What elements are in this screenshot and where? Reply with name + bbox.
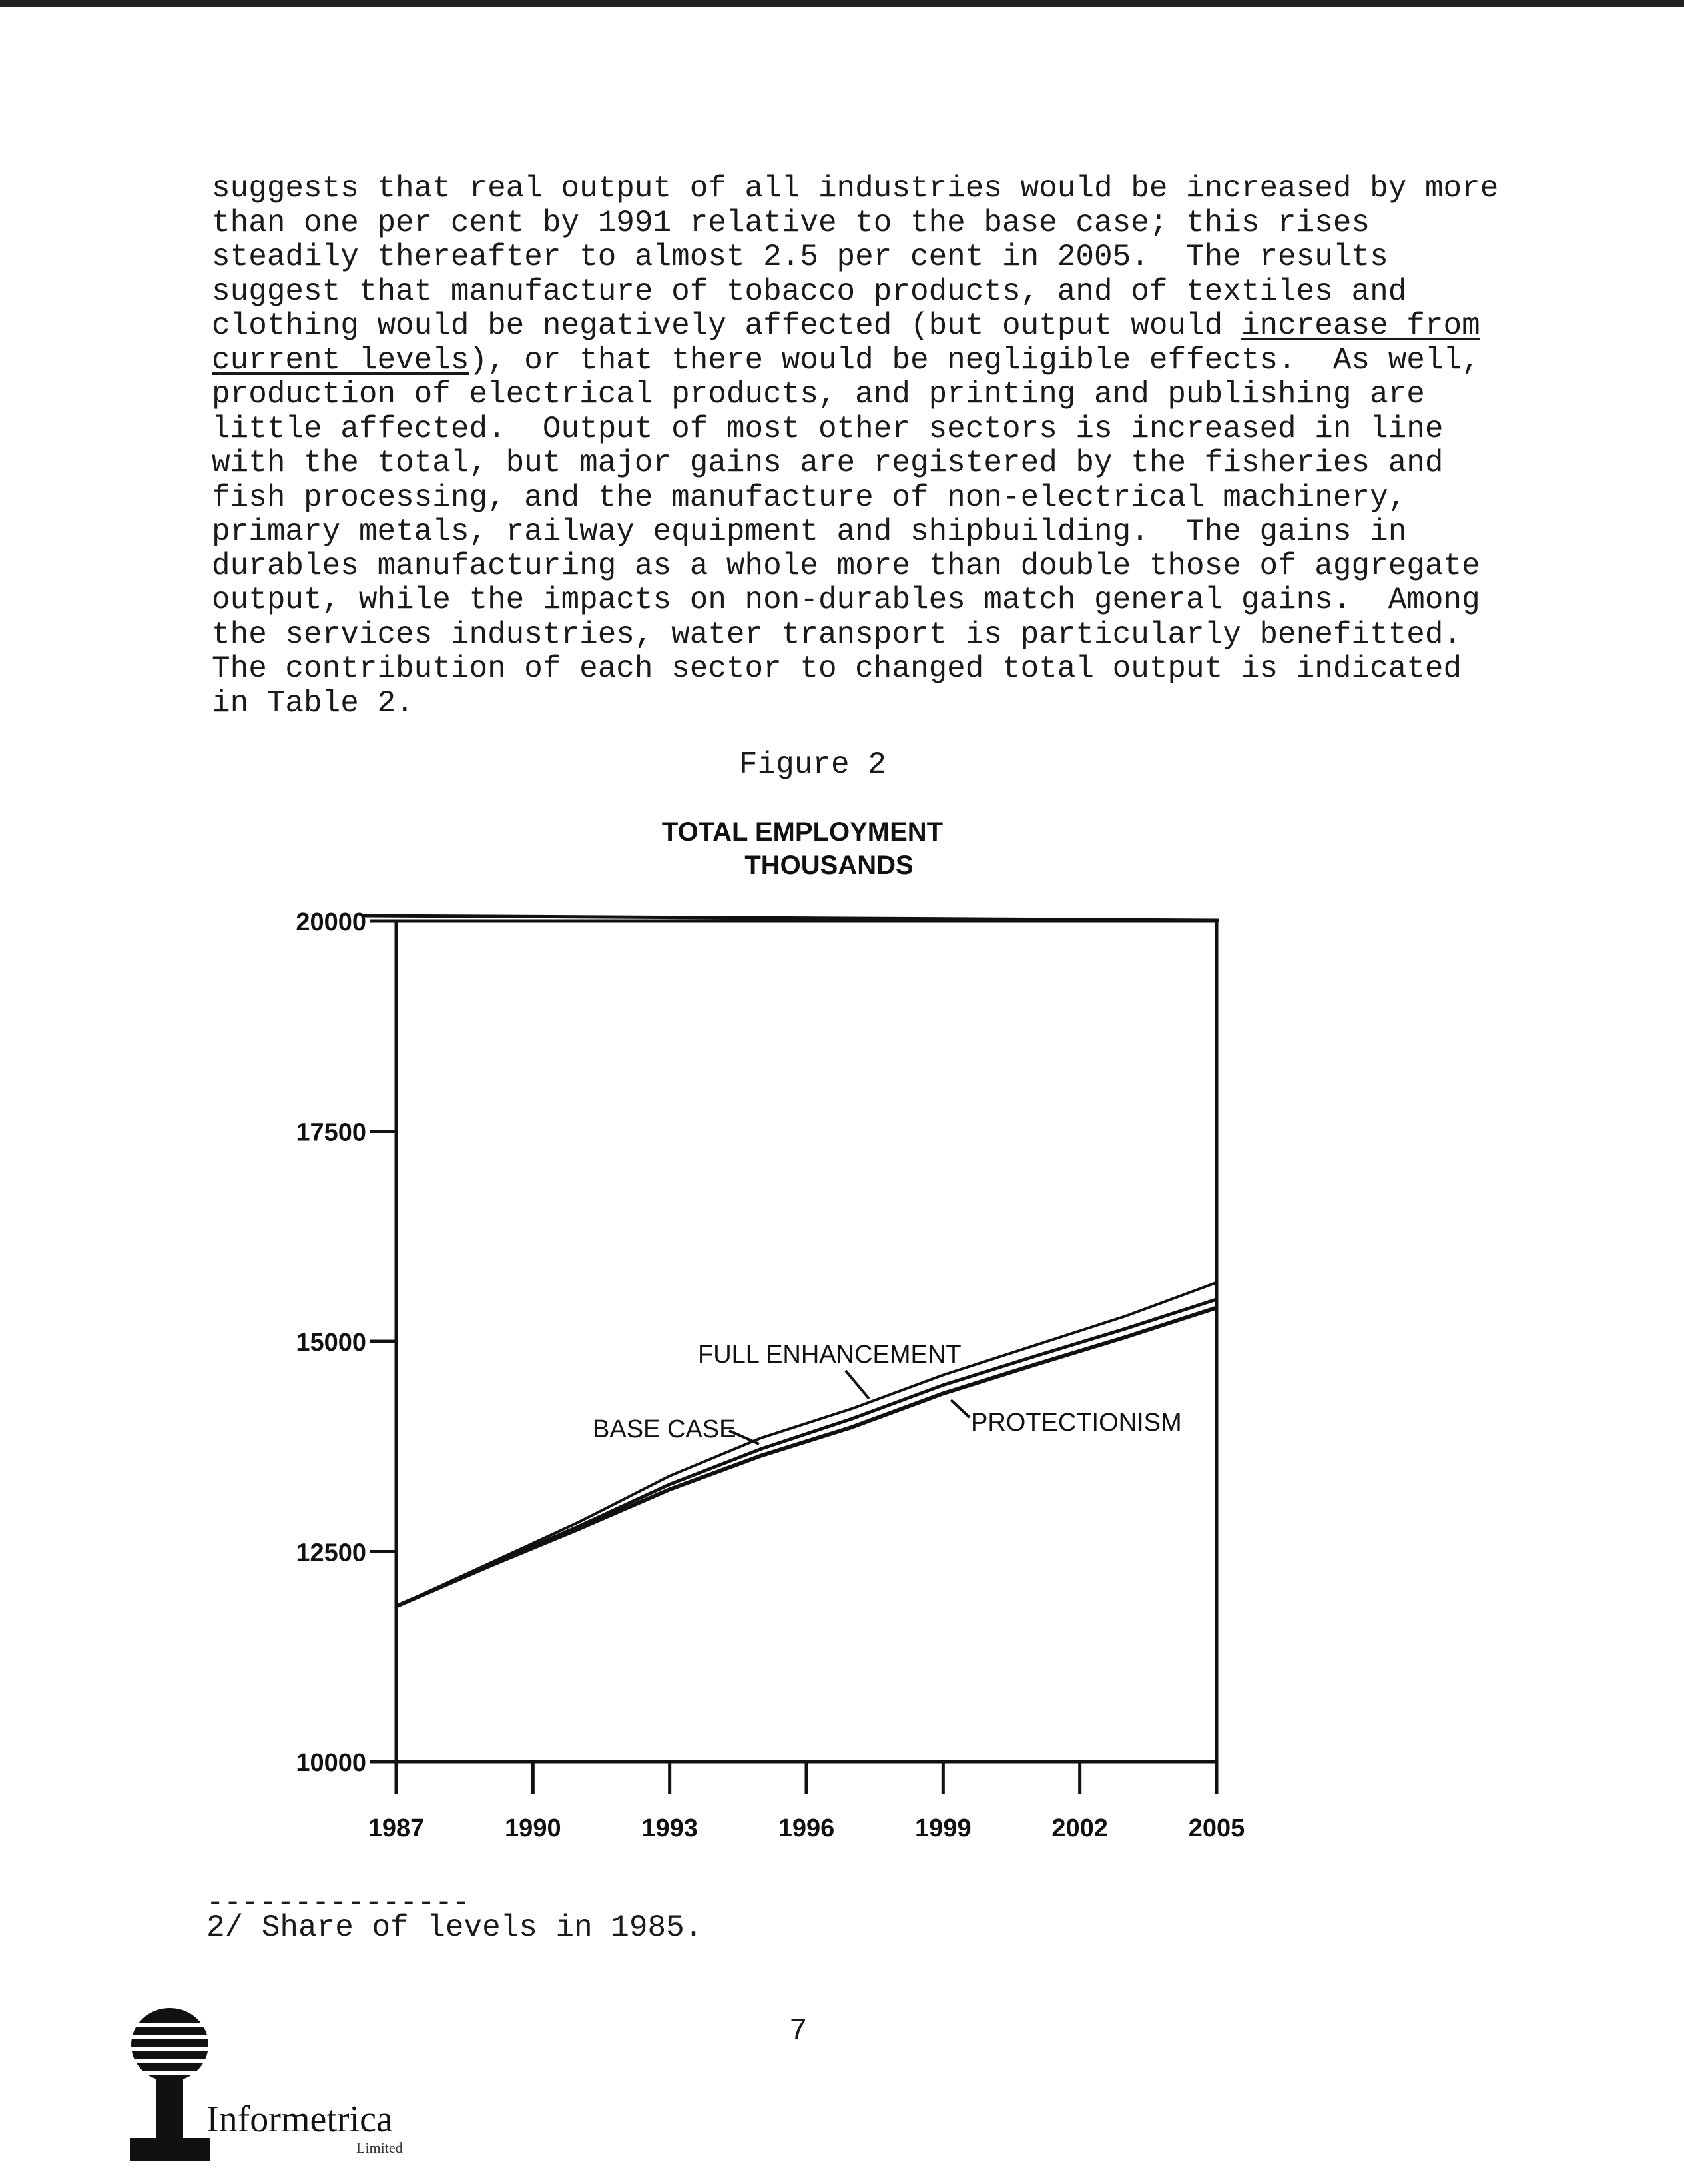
logo-subtitle: Limited [356, 2139, 403, 2156]
x-tick-label: 2002 [1051, 1814, 1108, 1842]
text-line: with the total, but major gains are registered by the fisheries and [212, 446, 1444, 480]
y-tick-label: 10000 [296, 1749, 366, 1777]
text-line: The contribution of each sector to changed total output is indicated [212, 651, 1462, 686]
text-line: suggest that manufacture of tobacco products, and of textiles and [212, 274, 1407, 309]
page-number: 7 [789, 2014, 808, 2049]
annotation-protectionism: PROTECTIONISM [971, 1409, 1182, 1437]
x-tick-label: 1999 [915, 1814, 972, 1842]
text-line: ), or that there would be negligible effects. As well, [469, 342, 1480, 378]
x-tick-label: 1996 [778, 1814, 835, 1842]
x-tick-label: 1990 [505, 1814, 561, 1842]
text-line: in Table 2. [212, 685, 414, 721]
underlined-phrase: increase from [1241, 308, 1480, 343]
text-line: steadily thereafter to almost 2.5 per cent in 2005. The results [212, 240, 1388, 274]
text-line: the services industries, water transport is particularly benefitted. [212, 617, 1462, 652]
series-annotations [593, 1341, 1182, 1444]
annotation-full-enhancement: FULL ENHANCEMENT [698, 1341, 962, 1369]
footnote-text: 2/ Share of levels in 1985. [206, 1910, 703, 1945]
y-tick-label: 15000 [296, 1329, 366, 1357]
text-line: production of electrical products, and printing and publishing are [212, 377, 1425, 412]
text-line: durables manufacturing as a whole more than double those of aggregate [212, 548, 1480, 583]
annotation-base-case: BASE CASE [593, 1415, 736, 1443]
text-line: primary metals, railway equipment and shipbuilding. The gains in [212, 514, 1407, 549]
x-axis [368, 1762, 1245, 1842]
text-line: clothing would be negatively affected (but output would [212, 308, 1241, 343]
x-tick-label: 1987 [368, 1814, 425, 1842]
chart-subtitle: THOUSANDS [744, 851, 914, 880]
annotation-arrow [951, 1400, 970, 1417]
series-lines [396, 1283, 1217, 1607]
y-tick-label: 12500 [296, 1539, 366, 1567]
chart-title: TOTAL EMPLOYMENT [661, 817, 944, 847]
x-tick-label: 1993 [641, 1814, 698, 1842]
figure-caption: Figure 2 [739, 747, 886, 782]
text-line: output, while the impacts on non-durables match general gains. Among [212, 583, 1480, 617]
informetrica-logo-icon [127, 2008, 213, 2161]
x-tick-label: 2005 [1188, 1814, 1245, 1842]
text-line: little affected. Output of most other sectors is increased in line [212, 411, 1444, 446]
text-line: than one per cent by 1991 relative to the base case; this rises [212, 205, 1370, 240]
footnote-divider: --------------- [206, 1886, 471, 1920]
text-line: suggests that real output of all industries would be increased by more [212, 171, 1499, 206]
y-tick-label: 20000 [296, 909, 366, 936]
series-line-full-enhancement [396, 1283, 1217, 1607]
y-axis [296, 909, 396, 1777]
annotation-arrow [846, 1371, 869, 1399]
y-tick-label: 17500 [296, 1118, 366, 1147]
text-line: fish processing, and the manufacture of non-electrical machinery, [212, 480, 1407, 515]
logo-name: Informetrica [206, 2099, 393, 2140]
underlined-phrase: current levels [212, 342, 469, 378]
